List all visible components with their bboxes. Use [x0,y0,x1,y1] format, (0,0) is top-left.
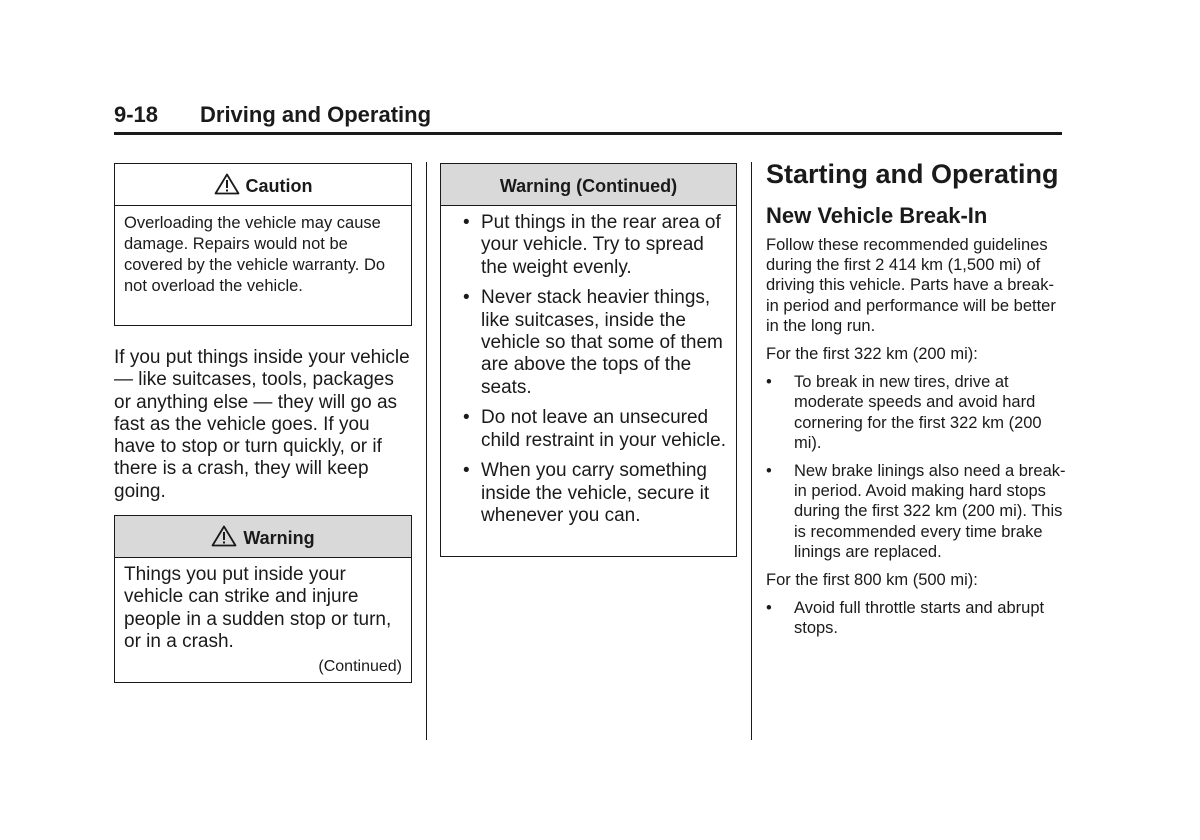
warning-text: Things you put inside your vehicle can strike and injure people in a sudden stop or turn, or in a crash. [124,564,392,652]
warning-header [115,516,411,558]
list-item: • Never stack heavier things, like suitcases, inside the vehicle so that some of them are above the tops of the seats. [463,287,723,398]
warning-list [441,206,736,527]
warning-box [114,515,412,683]
second-distance-label: For the first 800 km (500 mi): [766,571,978,590]
warning-triangle-icon [211,519,237,563]
column-divider [426,162,427,740]
bullet: • [463,407,470,429]
bullet: • [463,287,470,309]
continued-label: (Continued) [318,658,402,676]
section-heading: Starting and Operating [766,159,1059,189]
list-item: • When you carry something inside the vehicle, secure it whenever you can. [463,460,710,527]
warning-continued-header: Warning (Continued) [441,164,736,206]
first-distance-label: For the first 322 km (200 mi): [766,345,978,364]
intro-paragraph: Follow these recommended guidelines during the first 2 414 km (1,500 mi) of driving this vehicle. Parts have a break-in period and performance will be better in the long run. [766,236,1056,335]
warning-body [115,558,411,678]
warning-continued-box [440,163,737,557]
page-number: 9-18 [114,102,159,127]
right-column [766,158,1066,647]
bullet: • [463,460,470,482]
list-item: • Avoid full throttle starts and abrupt stops. [766,599,1045,638]
first-distance-list [766,372,1066,562]
list-item: • Do not leave an unsecured child restraint in your vehicle. [463,407,726,451]
section-title: Driving and Operating [200,102,432,127]
list-item: • Put things in the rear area of your vehicle. Try to spread the weight evenly. [463,212,721,278]
second-distance-list [766,598,1066,638]
page-header [114,100,1062,135]
warning-title: Warning [243,528,315,548]
subsection-heading: New Vehicle Break-In [766,203,988,228]
caution-header [115,164,411,206]
bullet: • [766,462,772,481]
column-divider [751,162,752,740]
caution-text: Overloading the vehicle may cause damage. Repairs would not be covered by the vehicle warranty. Do not overload the vehicle. [124,214,386,295]
bullet: • [463,212,470,233]
bullet: • [766,373,772,392]
list-item: • New brake linings also need a break- in period. Avoid making hard stops during the first 322 km (200 mi). This is recommended every time brake linings are replaced. [766,462,1066,561]
list-item: • To break in new tires, drive at moderate speeds and avoid hard cornering for the first 322 km (200 mi). [766,373,1042,452]
body-paragraph: If you put things inside your vehicle — like suitcases, tools, packages or anything else — they will go as fast as the vehicle goes. If you have to stop or turn quickly, or if there is a crash, they will keep going. [114,347,410,502]
caution-title: Caution [245,176,313,196]
caution-box [114,163,412,326]
warning-triangle-icon [214,167,240,211]
bullet: • [766,599,772,618]
